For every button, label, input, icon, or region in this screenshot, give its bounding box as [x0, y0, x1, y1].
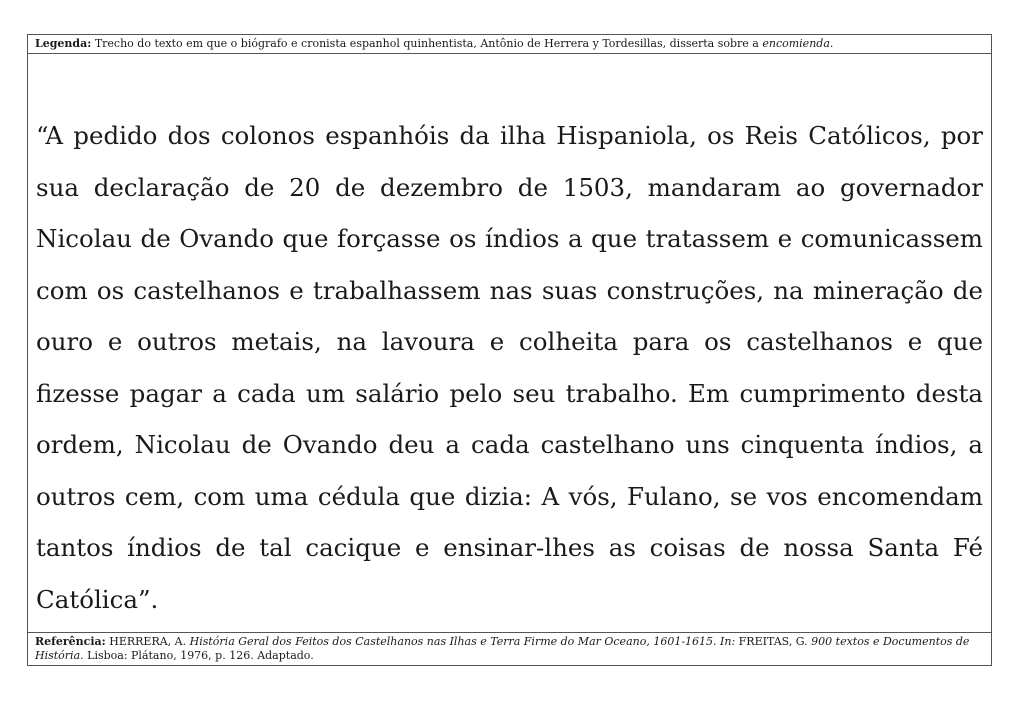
reference-work-title: História Geral dos Feitos dos Castelhanos nas Ilhas e Terra Firme do Mar Oceano, 1601-1615. In: [189, 635, 736, 648]
quote-section [28, 54, 991, 632]
reference-citation [28, 632, 991, 666]
reference-author: HERRERA, A. [109, 635, 187, 648]
reference-book-title: 900 textos e Documentos de História. [35, 635, 970, 662]
legend-label: Legenda: [35, 37, 92, 50]
reference-editor: FREITAS, G. [738, 635, 808, 648]
reference-label: Referência: [35, 635, 106, 648]
legend-text: Trecho do texto em que o biógrafo e cronista espanhol quinhentista, Antônio de Herrera y Tordesillas, disserta sobre a [94, 37, 759, 50]
quote-text: “A pedido dos colonos espanhóis da ilha Hispaniola, os Reis Católicos, por sua declaração de 20 de dezembro de 1503, mandaram ao governador Nicolau de Ovando que forçasse os índios a que tratassem e comunicassem com os castelhanos e trabalhassem nas suas construções, na mineração de ouro e outros metais, na lavoura e colheita para os castelhanos e que fizesse pagar a cada um salário pelo seu trabalho. Em cumprimento desta ordem, Nicolau de Ovando deu a cada castelhano uns cinquenta índios, a outros cem, com uma cédula que dizia: A vós, Fulano, se vos encomendam tantos índios de tal cacique e ensinar-lhes as coisas de nossa Santa Fé Católica”. [36, 121, 983, 614]
legend-term: encomienda [762, 37, 830, 50]
document-frame [27, 34, 992, 666]
reference-publisher: Lisboa: Plátano, 1976, p. 126. Adaptado. [87, 649, 314, 662]
legend-caption [28, 35, 991, 54]
legend-end: . [829, 37, 834, 50]
